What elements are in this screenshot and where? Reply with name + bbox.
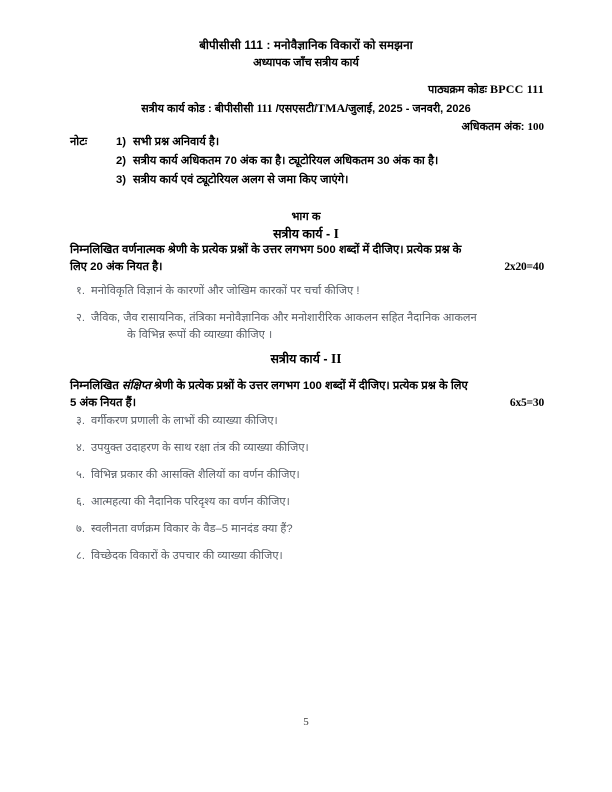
assignment-2-heading xyxy=(0,350,612,367)
question-number: २. xyxy=(76,312,85,324)
question-text: मनोविकृति विज्ञानं के कारणों और जोखिम कारकों पर चर्चा कीजिए ! xyxy=(91,285,360,297)
question-item xyxy=(76,310,538,344)
course-code-value: BPCC 111 xyxy=(490,82,544,96)
assignment-code-tma: TMA xyxy=(317,101,346,115)
question-text: विभिन्न प्रकार की आसक्ति शैलियों का वर्णन कीजिए। xyxy=(91,469,300,481)
question-text: वर्गीकरण प्रणाली के लाभों की व्याख्या कीजिए। xyxy=(91,415,278,427)
notes-label: नोटः xyxy=(70,136,88,148)
question-item xyxy=(76,548,538,565)
notes-block xyxy=(70,133,540,190)
note-item xyxy=(116,171,540,190)
assignment-2-heading-roman: II xyxy=(331,351,342,366)
course-code-label: पाठ्यक्रम कोडः xyxy=(427,84,487,96)
note-index: 3) xyxy=(116,174,127,186)
question-text: विच्छेदक विकारों के उपचार की व्याख्या कीजिए। xyxy=(91,550,283,562)
note-item xyxy=(116,152,540,171)
assignment-code-number: 111 xyxy=(256,103,273,115)
question-text: स्वलीनता वर्णक्रम विकार के वैड–5 मानदंड क्या हैं? xyxy=(91,523,293,535)
assignment-2-instruction-pre: निम्नलिखित xyxy=(70,380,123,392)
question-text-line2: के विभिन्न रूपों की व्याख्या कीजिए । xyxy=(127,329,273,341)
assignment-2-instruction-line2: 5 अंक नियत हैं। xyxy=(70,397,137,409)
question-text xyxy=(91,310,538,344)
assignment-1-instruction xyxy=(70,242,544,276)
course-code-line xyxy=(68,82,544,98)
assignment-2-instruction-post: श्रेणी के प्रत्येक प्रश्नों के उत्तर लगभग 100 शब्दों में दीजिए। प्रत्येक प्रश्न के लिए xyxy=(150,380,468,392)
note-index: 2) xyxy=(116,155,127,167)
question-item xyxy=(76,494,538,511)
question-number: ४. xyxy=(76,442,85,454)
assignment-1-heading xyxy=(0,225,612,242)
question-item xyxy=(76,283,538,300)
assignment-code-line xyxy=(68,101,544,117)
assignment-code-session: /जुलाई, 2025 - जनवरी, 2026 xyxy=(345,103,471,115)
question-item xyxy=(76,467,538,484)
note-item xyxy=(116,133,540,152)
part-heading: भाग क xyxy=(291,211,321,223)
assignment-2-instruction-line2-row xyxy=(70,395,544,412)
assignment-code-mid: /एसएसटी/ xyxy=(275,103,318,115)
question-text-line1: जैविक, जैव रासायनिक, तंत्रिका मनोवैज्ञानिक और मनोशारीरिक आकलन सहित नैदानिक आकलन xyxy=(91,312,477,324)
max-marks-label: अधिकतम अंक: xyxy=(461,121,525,133)
assignment-1-instruction-line2: लिए 20 अंक नियत है। xyxy=(70,261,163,273)
question-number: ३. xyxy=(76,415,85,427)
assignment-2-instruction xyxy=(70,378,544,412)
page-subtitle: अध्यापक जाँच सत्रीय कार्य xyxy=(253,57,359,69)
assignment-2-instruction-line1 xyxy=(70,378,544,395)
assignment-1-heading-text: सत्रीय कार्य - xyxy=(273,227,334,241)
notes-list xyxy=(116,133,540,190)
question-number: ५. xyxy=(76,469,85,481)
notes-row xyxy=(70,133,540,190)
assignment-1-instruction-line1: निम्नलिखित वर्णनात्मक श्रेणी के प्रत्येक प्रश्नों के उत्तर लगभग 500 शब्दों में दीजिए। प्रत्येक प्रश्न के xyxy=(70,244,462,256)
assignment-2-marks: 6x5=30 xyxy=(509,397,544,409)
note-text: सभी प्रश्न अनिवार्य है। xyxy=(133,136,220,148)
note-index: 1) xyxy=(116,136,127,148)
question-text: आत्महत्या की नैदानिक परिदृश्य का वर्णन कीजिए। xyxy=(91,496,290,508)
max-marks-value: 100 xyxy=(527,121,544,133)
page-title: बीपीसीसी 111 : मनोवैज्ञानिक विकारों को समझना xyxy=(199,39,413,52)
question-item xyxy=(76,440,538,457)
assignment-1-marks: 2x20=40 xyxy=(504,261,544,273)
question-item xyxy=(76,413,538,430)
assignment-2-heading-text: सत्रीय कार्य - xyxy=(270,352,331,366)
question-number: ७. xyxy=(76,523,85,535)
assignment-2-instruction-italic: संक्षिप्त xyxy=(122,380,151,392)
question-number: ८. xyxy=(76,550,85,562)
assignment-1-instruction-line2-row xyxy=(70,259,544,276)
note-text: सत्रीय कार्य एवं ट्यूटोरियल अलग से जमा किए जाएंगे। xyxy=(133,174,349,186)
question-item xyxy=(76,521,538,538)
assignment-code-label: सत्रीय कार्य कोड : बीपीसीसी xyxy=(141,103,254,115)
note-text: सत्रीय कार्य अधिकतम 70 अंक का है। ट्यूटोरियल अधिकतम 30 अंक का है। xyxy=(133,155,439,167)
question-number: १. xyxy=(76,285,85,297)
question-text: उपयुक्त उदाहरण के साथ रक्षा तंत्र की व्याख्या कीजिए। xyxy=(91,442,309,454)
document-header xyxy=(68,38,544,135)
assignment-1-heading-roman: I xyxy=(333,226,339,241)
page-number: 5 xyxy=(303,716,309,728)
question-number: ६. xyxy=(76,496,85,508)
